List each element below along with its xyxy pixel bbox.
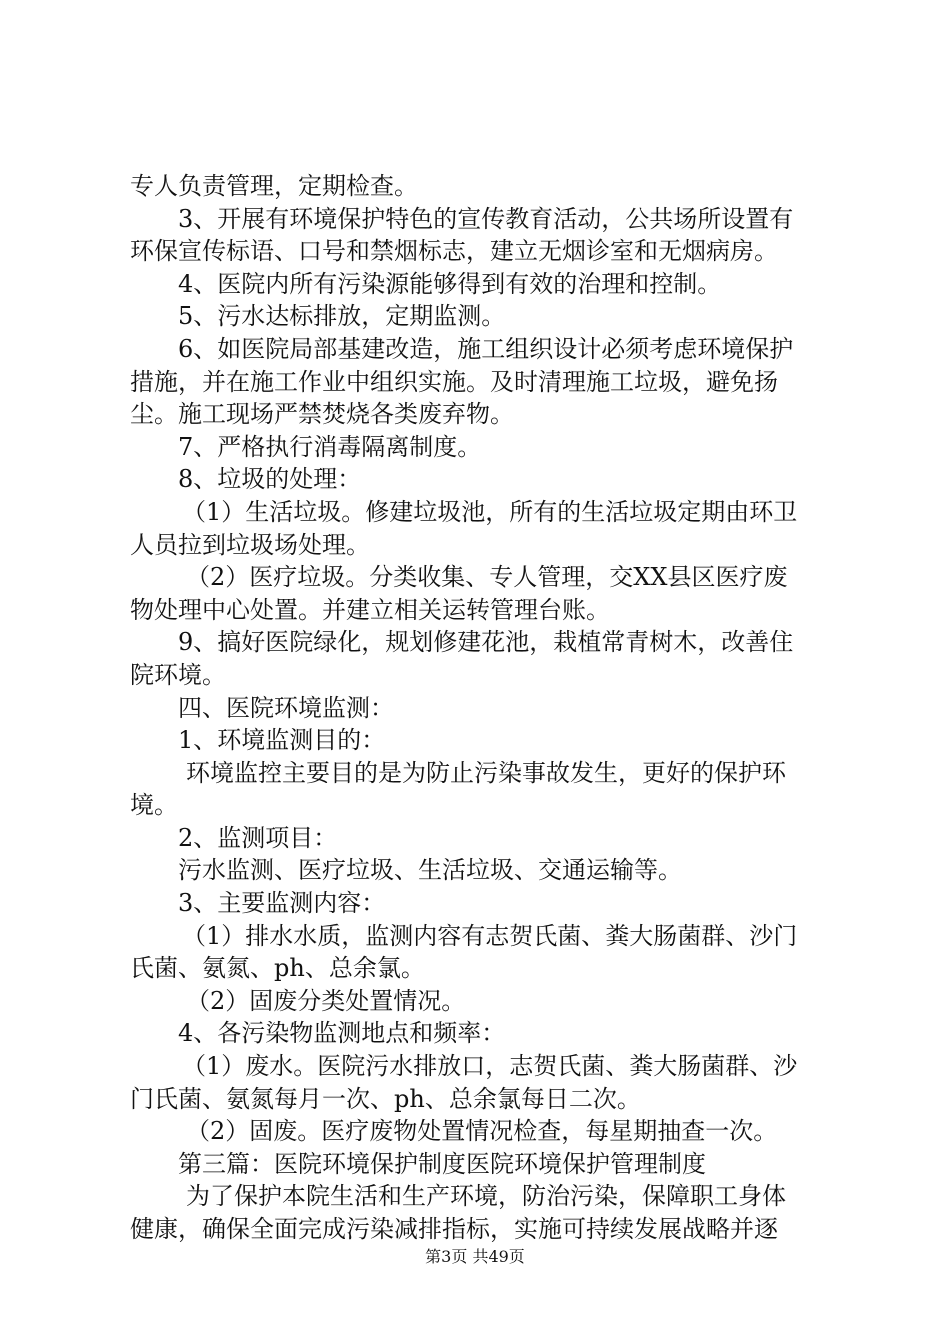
text-line: 氏菌、氨氮、ph、总余氯。	[130, 954, 425, 983]
document-body	[130, 170, 830, 1246]
text-line: （2）医疗垃圾。分类收集、专人管理，交XX县区医疗废	[186, 563, 788, 592]
section-heading: 四、医院环境监测：	[178, 693, 394, 722]
text-line: 专人负责管理，定期检查。	[130, 172, 418, 200]
text-line: 4、各污染物监测地点和频率：	[178, 1019, 506, 1048]
text-line: （1）废水。医院污水排放口，志贺氏菌、粪大肠菌群、沙	[182, 1052, 798, 1081]
text-line: 污水监测、医疗垃圾、生活垃圾、交通运输等。	[178, 856, 682, 885]
page-number-footer: 第3页 共49页	[425, 1247, 525, 1266]
text-line: 3、主要监测内容：	[178, 889, 386, 918]
text-line: 7、严格执行消毒隔离制度。	[178, 432, 482, 461]
text-line: 3、开展有环境保护特色的宣传教育活动，公共场所设置有	[178, 204, 794, 233]
text-line: 6、如医院局部基建改造，施工组织设计必须考虑环境保护	[178, 334, 794, 363]
text-line: 人员拉到垃圾场处理。	[130, 530, 370, 559]
text-line: 4、医院内所有污染源能够得到有效的治理和控制。	[178, 269, 722, 298]
text-line: 9、搞好医院绿化，规划修建花池，栽植常青树木，改善住	[178, 628, 794, 657]
text-line: 2、监测项目：	[178, 823, 338, 852]
text-line: 措施，并在施工作业中组织实施。及时清理施工垃圾，避免扬	[130, 367, 778, 396]
text-line: （1）排水水质，监测内容有志贺氏菌、粪大肠菌群、沙门	[182, 921, 798, 950]
text-line: （2）固废。医疗废物处置情况检查，每星期抽查一次。	[186, 1117, 778, 1146]
text-line: 物处理中心处置。并建立相关运转管理台账。	[130, 595, 610, 624]
text-line: （2）固废分类处置情况。	[186, 986, 466, 1015]
text-line: 1、环境监测目的：	[178, 726, 386, 755]
text-line: （1）生活垃圾。修建垃圾池，所有的生活垃圾定期由环卫	[182, 497, 798, 526]
text-line: 境。	[130, 791, 178, 820]
text-line: 尘。施工现场严禁焚烧各类废弃物。	[130, 400, 514, 429]
text-line: 门氏菌、氨氮每月一次、ph、总余氯每日二次。	[130, 1084, 641, 1113]
text-line: 院环境。	[130, 660, 226, 689]
text-line: 环境监控主要目的是为防止污染事故发生，更好的保护环	[186, 758, 786, 787]
text-line: 环保宣传标语、口号和禁烟标志，建立无烟诊室和无烟病房。	[130, 237, 778, 266]
text-line: 8、垃圾的处理：	[178, 465, 362, 494]
section-heading: 第三篇：医院环境保护制度医院环境保护管理制度	[178, 1149, 706, 1178]
text-line: 健康，确保全面完成污染减排指标，实施可持续发展战略并逐	[130, 1215, 778, 1243]
text-line: 5、污水达标排放，定期监测。	[178, 302, 506, 331]
text-line: 为了保护本院生活和生产环境，防治污染，保障职工身体	[186, 1182, 786, 1211]
